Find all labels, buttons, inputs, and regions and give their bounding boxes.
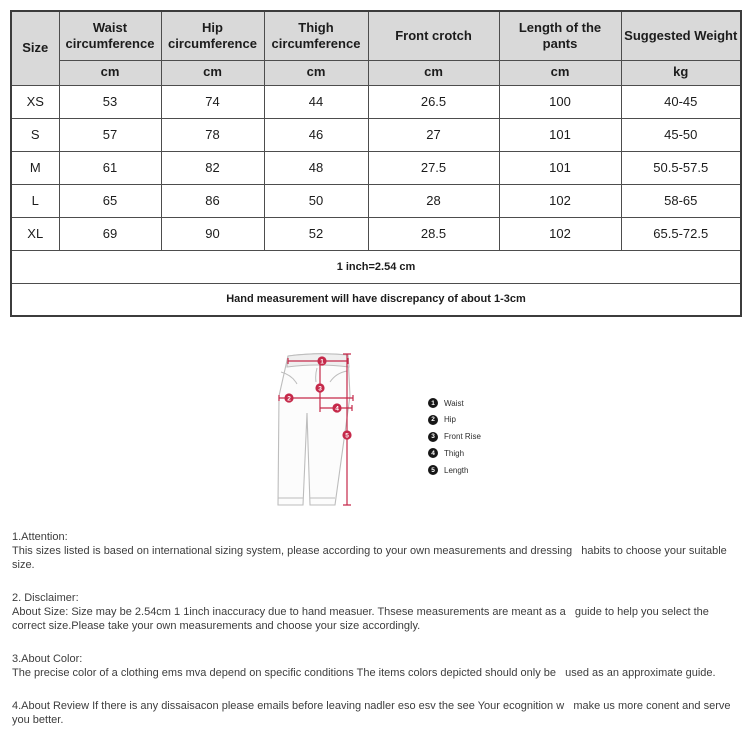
note-attention: [12, 530, 744, 572]
table-cell: 61: [59, 151, 161, 184]
legend-badge-number: 2: [431, 416, 435, 424]
measure-badge-4-number: 4: [335, 405, 339, 413]
legend-badge-number: 4: [431, 449, 435, 457]
table-cell: 58-65: [621, 184, 741, 217]
table-row: [11, 118, 741, 151]
units-row: [11, 60, 741, 85]
table-cell: 40-45: [621, 85, 741, 118]
legend-label: Hip: [444, 415, 457, 425]
legend-badge-4: [428, 448, 438, 458]
measurement-legend: [428, 398, 481, 482]
unit-cell: cm: [264, 60, 368, 85]
legend-badge-2: [428, 415, 438, 425]
col-header-thigh: Thigh circumference: [264, 11, 368, 60]
unit-cell: cm: [59, 60, 161, 85]
note-about-review: [12, 699, 744, 727]
legend-badge-5: [428, 465, 438, 475]
note-body: About Size: Size may be 2.54cm 1 1inch inaccuracy due to hand measuer. Thsese measurements are meant as a guide to help you select the correct size.Please take your own measurements and choose your size accordingly.: [12, 606, 712, 632]
size-label: XL: [11, 217, 59, 250]
table-cell: 26.5: [368, 85, 499, 118]
table-cell: 52: [264, 217, 368, 250]
legend-badge-1: [428, 398, 438, 408]
table-cell: 28: [368, 184, 499, 217]
unit-cell: cm: [368, 60, 499, 85]
note-heading: 2. Disclaimer:: [12, 592, 79, 604]
col-header-length: Length of the pants: [499, 11, 621, 60]
table-row: [11, 217, 741, 250]
legend-label: Length: [444, 465, 469, 475]
legend-badge-number: 1: [431, 399, 435, 407]
table-cell: 45-50: [621, 118, 741, 151]
notes-section: [12, 530, 744, 746]
legend-item-waist: [428, 398, 481, 408]
size-label: L: [11, 184, 59, 217]
measure-badge-3-number: 3: [318, 385, 322, 393]
table-cell: 57: [59, 118, 161, 151]
table-cell: 44: [264, 85, 368, 118]
col-header-front-crotch: Front crotch: [368, 11, 499, 60]
legend-label: Thigh: [444, 448, 465, 458]
note-body: The precise color of a clothing ems mva depend on specific conditions The items colors depicted should only be used as an approximate guide.: [12, 667, 716, 679]
measure-badge-2-number: 2: [287, 395, 291, 403]
col-header-weight: Suggested Weight: [621, 11, 741, 60]
legend-badge-number: 5: [431, 466, 435, 474]
table-cell: 27.5: [368, 151, 499, 184]
table-cell: 74: [161, 85, 264, 118]
col-header-size: Size: [11, 11, 59, 85]
unit-cell: cm: [499, 60, 621, 85]
col-header-waist: Waist circumference: [59, 11, 161, 60]
table-cell: 27: [368, 118, 499, 151]
table-cell: 65.5-72.5: [621, 217, 741, 250]
legend-item-hip: [428, 415, 481, 425]
note-body: This sizes listed is based on international sizing system, please according to your own measurements and dressing habits to choose your suitable size.: [12, 545, 730, 571]
table-row: [11, 151, 741, 184]
pants-outline: [278, 354, 350, 505]
table-row: [11, 184, 741, 217]
pants-illustration: [268, 342, 360, 508]
footnote-row: [11, 250, 741, 283]
unit-cell: cm: [161, 60, 264, 85]
size-label: S: [11, 118, 59, 151]
legend-label: Front Rise: [444, 432, 481, 442]
unit-cell: kg: [621, 60, 741, 85]
table-cell: 50: [264, 184, 368, 217]
note-about-color: [12, 652, 744, 680]
table-cell: 65: [59, 184, 161, 217]
table-cell: 86: [161, 184, 264, 217]
table-cell: 28.5: [368, 217, 499, 250]
size-label: M: [11, 151, 59, 184]
legend-label: Waist: [444, 398, 464, 408]
note-heading: 1.Attention:: [12, 531, 68, 543]
measure-badge-1-number: 1: [320, 358, 324, 366]
legend-badge-number: 3: [431, 433, 435, 441]
footnote-inch: 1 inch=2.54 cm: [11, 250, 741, 283]
footnote-hand-measurement: Hand measurement will have discrepancy of about 1-3cm: [11, 283, 741, 316]
table-cell: 82: [161, 151, 264, 184]
table-cell: 90: [161, 217, 264, 250]
note-heading: 3.About Color:: [12, 653, 83, 665]
note-body: 4.About Review If there is any dissaisacon please emails before leaving nadler eso esv the see Your ecognition w make us more conent and serve you better.: [12, 700, 734, 726]
legend-item-front-rise: [428, 432, 481, 442]
legend-badge-3: [428, 432, 438, 442]
measure-badge-5-number: 5: [345, 432, 349, 440]
legend-item-thigh: [428, 448, 481, 458]
header-row: [11, 11, 741, 60]
pants-measurement-diagram: [268, 342, 360, 508]
table-cell: 48: [264, 151, 368, 184]
table-cell: 101: [499, 118, 621, 151]
table-cell: 69: [59, 217, 161, 250]
table-cell: 100: [499, 85, 621, 118]
table-cell: 50.5-57.5: [621, 151, 741, 184]
table-row: [11, 85, 741, 118]
table-cell: 46: [264, 118, 368, 151]
col-header-hip: Hip circumference: [161, 11, 264, 60]
size-chart-table: [10, 10, 742, 317]
legend-item-length: [428, 465, 481, 475]
size-label: XS: [11, 85, 59, 118]
footnote-row: [11, 283, 741, 316]
table-cell: 102: [499, 217, 621, 250]
table-cell: 102: [499, 184, 621, 217]
note-disclaimer: [12, 591, 744, 633]
table-cell: 101: [499, 151, 621, 184]
table-cell: 78: [161, 118, 264, 151]
table-cell: 53: [59, 85, 161, 118]
